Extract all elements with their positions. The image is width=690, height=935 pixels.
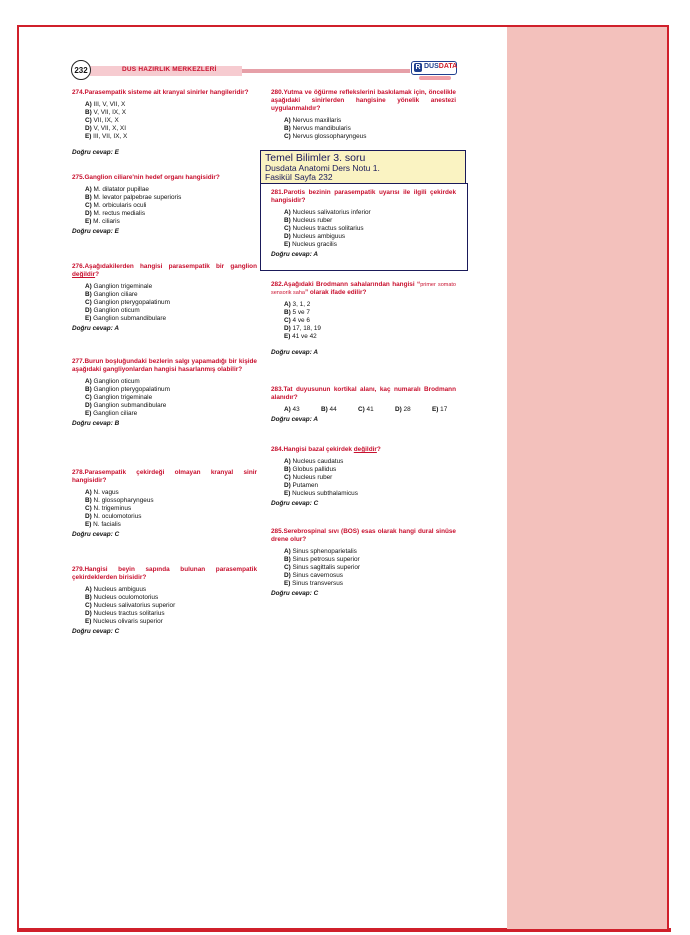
question-stem: 275.Ganglion ciliare'nin hedef organı hangisidir?: [72, 174, 220, 181]
option-d: D) 28: [395, 406, 411, 413]
question-stem: 279.Hangisi beyin sapında bulunan parasempatik çekirdeklerden birisidir?: [72, 566, 257, 581]
question-stem: 278.Parasempatik çekirdeği olmayan kranyal sinir hangisidir?: [72, 469, 257, 484]
header-rule: [242, 69, 410, 73]
option-a: A) Ganglion trigeminale: [85, 283, 153, 290]
option-d: D) Putamen: [284, 482, 319, 489]
option-b: B) Ganglion pterygopalatinum: [85, 386, 170, 393]
option-c: C) 4 ve 6: [284, 317, 310, 324]
option-e: E) Nucleus olivaris superior: [85, 618, 163, 625]
option-a: A) Nucleus caudatus: [284, 458, 344, 465]
option-b: B) Nucleus ruber: [284, 217, 333, 224]
question-278: [72, 469, 257, 539]
question-stem: 274.Parasempatik sisteme ait kranyal sinirler hangileridir?: [72, 89, 249, 96]
option-a: A) M. dilatator pupillae: [85, 186, 149, 193]
header-title: DUS HAZIRLIK MERKEZLERİ: [122, 66, 217, 73]
question-stem: 285.Serebrospinal sıvı (BOS) esas olarak hangi dural sinüse drene olur?: [271, 528, 456, 543]
option-a: A) 43: [284, 406, 300, 413]
answer: Doğru cevap: C: [271, 500, 319, 507]
option-d: D) Ganglion submandibulare: [85, 402, 167, 409]
question-stem: 277.Burun boşluğundaki bezlerin salgı yapamadığı bir kişide aşağıdaki gangliyonlardan hangisi hasarlanmış olabilir?: [72, 358, 257, 373]
question-275: [72, 174, 257, 236]
option-e: E) N. facialis: [85, 521, 121, 528]
option-d: D) M. rectus medialis: [85, 210, 146, 217]
option-d: D) Ganglion oticum: [85, 307, 140, 314]
question-277: [72, 358, 257, 428]
option-d: D) Nucleus ambiguus: [284, 233, 346, 240]
option-b: B) Globus pallidus: [284, 466, 337, 473]
question-stem: 282.Aşağıdaki Brodmann sahalarından hangisi “primer somato sensorik saha” olarak ifade edilir?: [271, 281, 456, 296]
question-276: [72, 263, 257, 333]
option-e: E) III, VII, IX, X: [85, 133, 128, 140]
inline-options: [271, 406, 456, 414]
dusdata-logo: [411, 61, 457, 80]
question-280: [271, 89, 456, 141]
page-number: 232: [71, 60, 91, 80]
option-b: B) 5 ve 7: [284, 309, 310, 316]
option-e: E) Nucleus subthalamicus: [284, 490, 358, 497]
option-a: A) Ganglion oticum: [85, 378, 140, 385]
option-e: E) Nucleus gracilis: [284, 241, 337, 248]
question-281: [271, 189, 456, 259]
question-stem: 280.Yutma ve öğürme reflekslerini baskılamak için, öncelikle aşağıdaki sinirlerden hangisine yönelik anestezi uygulanmalıdır?: [271, 89, 456, 112]
option-b: B) 44: [321, 406, 337, 413]
option-d: D) Sinus cavernosus: [284, 572, 343, 579]
answer: Doğru cevap: A: [271, 416, 318, 423]
option-a: A) Nucleus ambiguus: [85, 586, 147, 593]
option-a: A) 3, 1, 2: [284, 301, 311, 308]
question-283: [271, 386, 456, 424]
option-b: B) M. levator palpebrae superioris: [85, 194, 182, 201]
option-d: D) V, VII, X, XI: [85, 125, 126, 132]
option-c: C) Nucleus tractus solitarius: [284, 225, 364, 232]
option-e: E) 41 ve 42: [284, 333, 317, 340]
option-a: A) III, V, VII, X: [85, 101, 126, 108]
answer: Doğru cevap: B: [72, 420, 120, 427]
option-c: C) Nervus glossopharyngeus: [284, 133, 367, 140]
question-274: [72, 89, 257, 157]
option-c: C) Nucleus salivatorius superior: [85, 602, 176, 609]
option-b: B) Ganglion ciliare: [85, 291, 138, 298]
option-c: C) Ganglion trigeminale: [85, 394, 153, 401]
option-c: C) M. orbicularis oculi: [85, 202, 147, 209]
answer: Doğru cevap: E: [72, 149, 119, 156]
question-279: [72, 566, 257, 636]
answer: Doğru cevap: C: [271, 590, 319, 597]
option-d: D) N. oculomotorius: [85, 513, 142, 520]
question-285: [271, 528, 456, 598]
option-b: B) N. glossopharyngeus: [85, 497, 154, 504]
source-note: [260, 150, 466, 184]
option-c: C) VII, IX, X: [85, 117, 119, 124]
option-a: A) Nervus maxillaris: [284, 117, 342, 124]
option-b: B) Nucleus oculomotorius: [85, 594, 159, 601]
option-a: A) Nucleus salivatorius inferior: [284, 209, 371, 216]
option-c: C) N. trigeminus: [85, 505, 132, 512]
question-stem: 284.Hangisi bazal çekirdek değildir?: [271, 446, 381, 453]
option-b: B) Nervus mandibularis: [284, 125, 351, 132]
note-line-3: Fasikül Sayfa 232: [265, 172, 333, 182]
option-a: A) N. vagus: [85, 489, 119, 496]
answer: Doğru cevap: A: [271, 251, 318, 258]
answer: Doğru cevap: A: [72, 325, 119, 332]
option-e: E) Ganglion ciliare: [85, 410, 138, 417]
side-panel: [507, 27, 667, 929]
option-c: C) Nucleus ruber: [284, 474, 333, 481]
option-d: D) 17, 18, 19: [284, 325, 321, 332]
option-e: E) M. ciliaris: [85, 218, 120, 225]
option-e: E) 17: [432, 406, 448, 413]
question-stem: 283.Tat duyusunun kortikal alanı, kaç numaralı Brodmann alanıdır?: [271, 386, 456, 401]
option-e: E) Sinus transversus: [284, 580, 343, 587]
option-a: A) Sinus sphenoparietalis: [284, 548, 357, 555]
answer: Doğru cevap: A: [271, 349, 318, 356]
option-c: C) Ganglion pterygopalatinum: [85, 299, 170, 306]
option-b: B) Sinus petrosus superior: [284, 556, 360, 563]
logo-text: DUSDATA: [424, 63, 458, 70]
answer: Doğru cevap: C: [72, 628, 120, 635]
note-line-1: Temel Bilimler 3. soru: [265, 152, 366, 164]
question-stem: 276.Aşağıdakilerden hangisi parasempatik bir ganglion değildir?: [72, 263, 257, 278]
answer: Doğru cevap: E: [72, 228, 119, 235]
option-e: E) Ganglion submandibulare: [85, 315, 167, 322]
question-stem: 281.Parotis bezinin parasempatik uyarısı ile ilgili çekirdek hangisidir?: [271, 189, 456, 204]
logo-mark-icon: R: [415, 64, 421, 71]
question-284: [271, 446, 456, 508]
answer: Doğru cevap: C: [72, 531, 120, 538]
option-b: B) V, VII, IX, X: [85, 109, 126, 116]
option-c: C) 41: [358, 406, 374, 413]
option-c: C) Sinus sagittalis superior: [284, 564, 361, 571]
question-282: [271, 281, 456, 357]
option-d: D) Nucleus tractus solitarius: [85, 610, 165, 617]
note-line-2: Dusdata Anatomi Ders Notu 1.: [265, 163, 380, 173]
